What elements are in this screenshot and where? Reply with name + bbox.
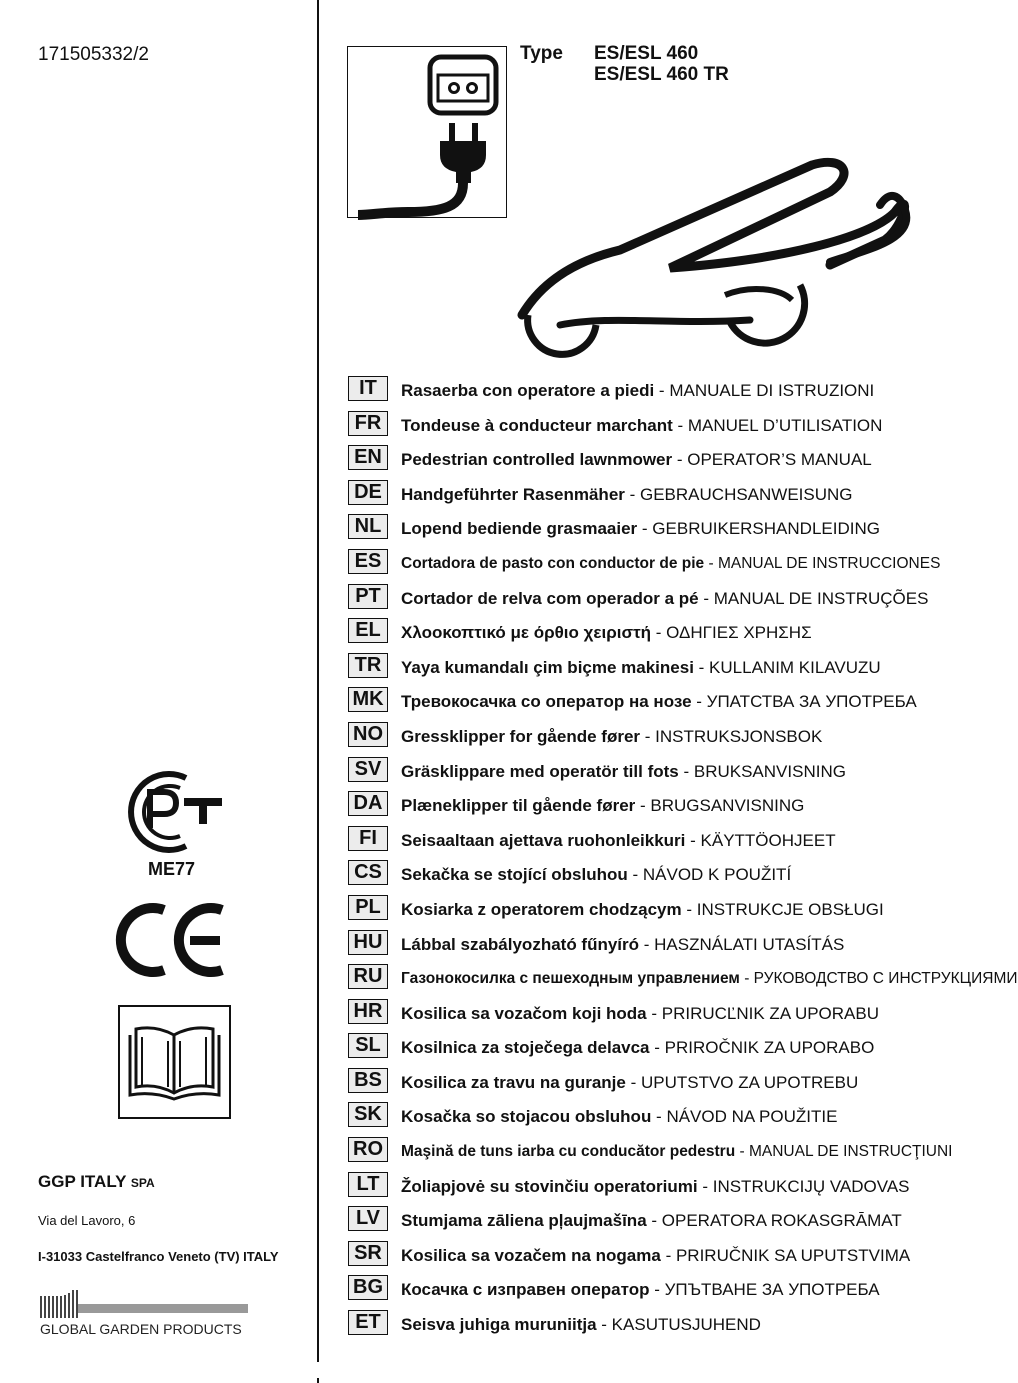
language-description bbox=[401, 796, 804, 816]
manual-title: NÁVOD NA POUŽITIE bbox=[666, 1107, 838, 1127]
separator: - bbox=[640, 726, 656, 746]
language-description bbox=[401, 831, 836, 851]
separator: - bbox=[635, 796, 651, 816]
manual-title: BRUGSANVISNING bbox=[650, 796, 805, 816]
manual-title: MANUAL DE INSTRUCŢIUNI bbox=[748, 1143, 953, 1161]
product-title: Gressklipper for gående fører bbox=[401, 726, 641, 746]
language-code-badge: RO bbox=[348, 1137, 388, 1162]
language-code-badge: PT bbox=[348, 584, 388, 609]
separator: - bbox=[685, 830, 701, 850]
language-description bbox=[401, 1246, 910, 1266]
separator: - bbox=[698, 588, 714, 608]
manual-title: GEBRAUCHSANWEISUNG bbox=[640, 484, 853, 504]
manual-title: KASUTUSJUHEND bbox=[611, 1315, 761, 1335]
language-code-badge: CS bbox=[348, 860, 388, 885]
language-code-badge: SV bbox=[348, 757, 388, 782]
manual-title: РУКОВОДСТВО С ИНСТРУКЦИЯМИ bbox=[753, 970, 1018, 988]
brand-name: GLOBAL GARDEN PRODUCTS bbox=[40, 1321, 242, 1337]
language-code-badge: RU bbox=[348, 964, 388, 989]
language-description bbox=[401, 519, 880, 539]
language-description bbox=[401, 1004, 879, 1024]
product-title: Kosilnica za stoječega delavca bbox=[401, 1038, 650, 1058]
language-code-badge: ES bbox=[348, 549, 388, 574]
separator: - bbox=[697, 1176, 713, 1196]
language-description bbox=[401, 762, 846, 782]
manual-title: PRIRUCĽNIK ZA UPORABU bbox=[661, 1003, 880, 1023]
product-title: Rasaerba con operatore a piedi bbox=[401, 381, 655, 400]
manual-title: KÄYTTÖOHJEET bbox=[700, 830, 836, 850]
language-description bbox=[401, 970, 1018, 988]
language-code-badge: HU bbox=[348, 930, 388, 955]
manual-title: MANUALE DI ISTRUZIONI bbox=[669, 381, 875, 400]
language-code-badge: SR bbox=[348, 1241, 388, 1266]
separator: - bbox=[693, 657, 710, 677]
separator: - bbox=[646, 1003, 662, 1023]
manual-title: УПЪТВАНЕ ЗА УПОТРЕБА bbox=[664, 1280, 880, 1300]
language-code-badge: DA bbox=[348, 791, 388, 816]
separator: - bbox=[627, 865, 643, 885]
read-manual-icon bbox=[118, 1005, 231, 1119]
ggp-logo-bars bbox=[40, 1290, 252, 1318]
separator: - bbox=[704, 554, 718, 572]
language-description bbox=[401, 1280, 880, 1300]
product-title: Plæneklipper til gående fører bbox=[401, 796, 636, 816]
manual-title: OPERATORA ROKASGRĀMAT bbox=[661, 1211, 902, 1231]
language-description bbox=[401, 935, 844, 955]
language-description bbox=[401, 450, 872, 470]
language-code-badge: LT bbox=[348, 1172, 388, 1197]
manual-title: PRIRUČNIK SA UPUTSTVIMA bbox=[675, 1245, 911, 1265]
manual-title: MANUEL D’UTILISATION bbox=[687, 415, 883, 435]
language-description bbox=[401, 900, 884, 920]
language-description bbox=[401, 1177, 910, 1197]
separator: - bbox=[681, 899, 697, 919]
gost-code: ME77 bbox=[148, 859, 196, 879]
language-code-badge: BS bbox=[348, 1068, 388, 1093]
model-name: ES/ESL 460 TR bbox=[594, 64, 729, 85]
manual-title: OPERATOR’S MANUAL bbox=[687, 450, 872, 470]
manual-title: PRIROČNIK ZA UPORABO bbox=[664, 1038, 875, 1058]
type-label: Type bbox=[520, 43, 563, 64]
language-description bbox=[401, 623, 812, 643]
separator: - bbox=[660, 1245, 676, 1265]
language-description bbox=[401, 727, 822, 747]
manual-title: KULLANIM KILAVUZU bbox=[709, 657, 881, 677]
language-code-badge: DE bbox=[348, 480, 388, 505]
separator: - bbox=[646, 1211, 662, 1231]
language-code-badge: IT bbox=[348, 376, 388, 401]
language-code-badge: EL bbox=[348, 618, 388, 643]
language-description bbox=[401, 692, 917, 712]
language-description bbox=[401, 1107, 837, 1127]
separator: - bbox=[735, 1143, 749, 1161]
separator: - bbox=[651, 1107, 667, 1127]
separator: - bbox=[691, 692, 707, 712]
manual-title: UPUTSTVO ZA UPOTREBU bbox=[640, 1072, 859, 1092]
product-title: Газонокосилка с пешеходным управлением bbox=[401, 970, 740, 988]
product-title: Kosilica za travu na guranje bbox=[401, 1072, 626, 1092]
manual-title: MANUAL DE INSTRUÇÕES bbox=[713, 588, 929, 608]
product-title: Cortador de relva com operador a pé bbox=[401, 588, 699, 608]
product-title: Косачка с изправен оператор bbox=[401, 1280, 650, 1300]
language-description bbox=[401, 589, 928, 609]
product-title: Seisaaltaan ajettava ruohonleikkuri bbox=[401, 830, 686, 850]
manual-title: HASZNÁLATI UTASÍTÁS bbox=[654, 934, 845, 954]
separator: - bbox=[654, 381, 670, 400]
manual-title: INSTRUKCIJŲ VADOVAS bbox=[712, 1176, 910, 1196]
separator: - bbox=[649, 1038, 665, 1058]
product-title: Kosilica sa vozačem na nogama bbox=[401, 1245, 661, 1265]
product-title: Žoliapjovė su stovinčiu operatoriumi bbox=[401, 1176, 698, 1196]
manual-title: GEBRUIKERSHANDLEIDING bbox=[652, 519, 880, 539]
product-title: Тревокосачка со оператор на нозе bbox=[401, 692, 692, 712]
separator: - bbox=[649, 1280, 665, 1300]
language-code-badge: BG bbox=[348, 1275, 388, 1300]
product-title: Cortadora de pasto con conductor de pie bbox=[401, 554, 705, 572]
electric-plug-icon bbox=[347, 46, 507, 218]
language-code-badge: FR bbox=[348, 411, 388, 436]
lawnmower-illustration bbox=[500, 150, 930, 375]
separator: - bbox=[678, 761, 694, 781]
language-code-badge: SK bbox=[348, 1102, 388, 1127]
product-title: Kosiarka z operatorem chodzącym bbox=[401, 899, 682, 919]
language-description bbox=[401, 381, 874, 401]
product-title: Kosilica sa vozačom koji hoda bbox=[401, 1003, 647, 1023]
language-code-badge: TR bbox=[348, 653, 388, 678]
separator: - bbox=[637, 519, 653, 539]
language-description bbox=[401, 1038, 874, 1058]
product-title: Lopend bediende grasmaaier bbox=[401, 519, 638, 539]
vertical-divider bbox=[317, 0, 319, 1362]
product-title: Seisva juhiga muruniitja bbox=[401, 1315, 597, 1335]
manual-title: NÁVOD K POUŽITÍ bbox=[642, 865, 792, 885]
company-name: GGP ITALY SPA bbox=[38, 1172, 155, 1191]
separator: - bbox=[596, 1315, 612, 1335]
language-description bbox=[401, 485, 853, 505]
gost-certification-icon bbox=[124, 768, 224, 858]
product-title: Gräsklippare med operatör till fots bbox=[401, 761, 679, 781]
manual-title: УПАТСТВА ЗА УПОТРЕБА bbox=[706, 692, 917, 712]
product-title: Tondeuse à conducteur marchant bbox=[401, 415, 673, 435]
separator: - bbox=[624, 484, 640, 504]
language-code-badge: LV bbox=[348, 1206, 388, 1231]
separator: - bbox=[639, 934, 655, 954]
separator: - bbox=[651, 623, 667, 643]
product-title: Yaya kumandalı çim biçme makinesi bbox=[401, 657, 694, 677]
manual-title: MANUAL DE INSTRUCCIONES bbox=[717, 554, 941, 572]
language-code-badge: ET bbox=[348, 1310, 388, 1335]
product-title: Lábbal szabályozható fűnyíró bbox=[401, 934, 640, 954]
manual-title: INSTRUKCJE OBSŁUGI bbox=[696, 899, 884, 919]
language-code-badge: NO bbox=[348, 722, 388, 747]
language-code-badge: HR bbox=[348, 999, 388, 1024]
divider-tick bbox=[317, 1378, 319, 1383]
manual-title: BRUKSANVISNING bbox=[693, 761, 846, 781]
product-title: Sekačka se stojící obsluhou bbox=[401, 865, 628, 885]
manual-title: ΟΔΗΓΙΕΣ ΧΡΗΣΗΣ bbox=[666, 623, 812, 643]
separator: - bbox=[625, 1072, 641, 1092]
language-code-badge: SL bbox=[348, 1033, 388, 1058]
language-description bbox=[401, 416, 882, 436]
manual-title: INSTRUKSJONSBOK bbox=[655, 726, 823, 746]
language-code-badge: EN bbox=[348, 445, 388, 470]
language-code-badge: NL bbox=[348, 514, 388, 539]
language-description bbox=[401, 865, 791, 885]
product-title: Χλοοκοπτικό με όρθιο χειριστή bbox=[401, 623, 652, 643]
separator: - bbox=[739, 970, 754, 988]
product-title: Maşină de tuns iarba cu conducător pedestru bbox=[401, 1143, 736, 1161]
company-street: Via del Lavoro, 6 bbox=[38, 1213, 136, 1228]
separator: - bbox=[672, 450, 688, 470]
document-code: 171505332/2 bbox=[38, 44, 149, 65]
language-description bbox=[401, 1143, 953, 1161]
company-city: I-31033 Castelfranco Veneto (TV) ITALY bbox=[38, 1249, 279, 1264]
product-title: Pedestrian controlled lawnmower bbox=[401, 450, 673, 470]
model-name: ES/ESL 460 bbox=[594, 43, 699, 64]
language-description bbox=[401, 1211, 902, 1231]
product-title: Kosačka so stojacou obsluhou bbox=[401, 1107, 652, 1127]
language-description bbox=[401, 1315, 761, 1335]
product-title: Handgeführter Rasenmäher bbox=[401, 484, 625, 504]
separator: - bbox=[672, 415, 688, 435]
language-description bbox=[401, 1073, 858, 1093]
language-description bbox=[401, 555, 940, 573]
language-code-badge: MK bbox=[348, 687, 388, 712]
language-code-badge: PL bbox=[348, 895, 388, 920]
language-code-badge: FI bbox=[348, 826, 388, 851]
language-description bbox=[401, 658, 881, 678]
ce-mark-icon bbox=[120, 902, 230, 978]
product-title: Stumjama zāliena pļaujmašīna bbox=[401, 1211, 647, 1231]
